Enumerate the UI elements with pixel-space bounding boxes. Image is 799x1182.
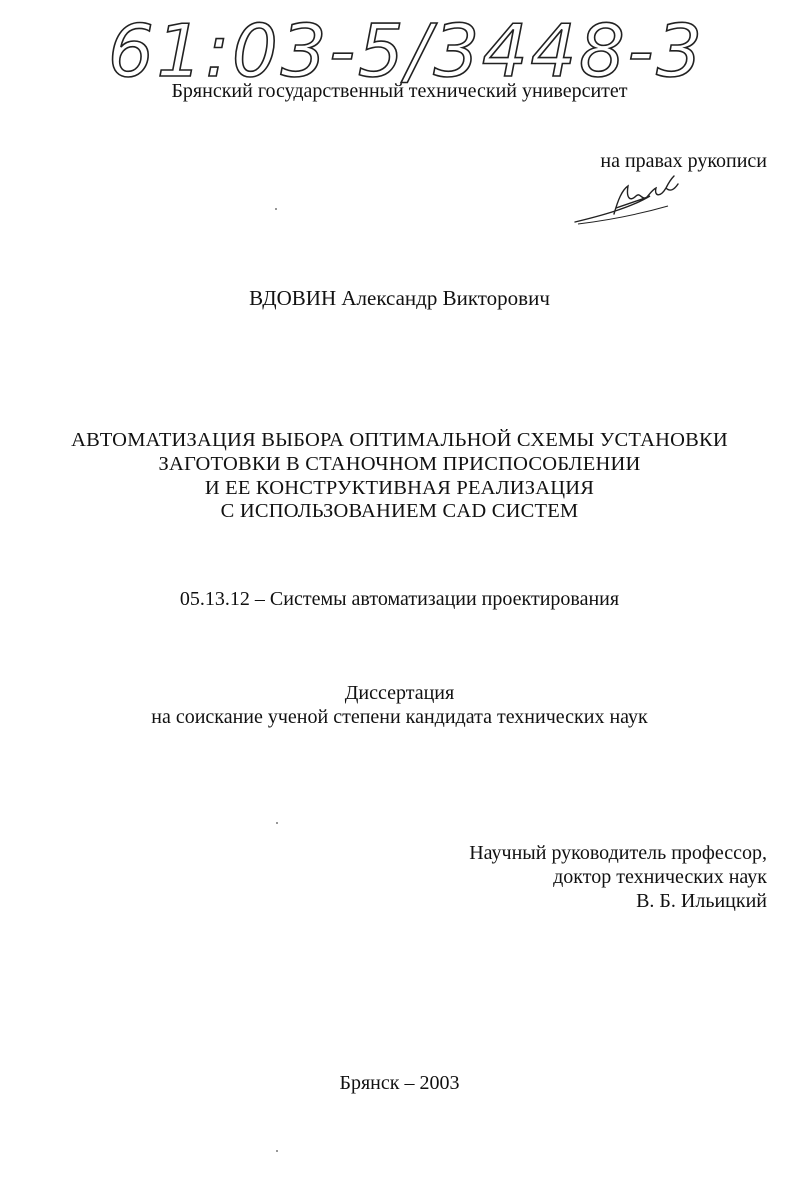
place-year: Брянск – 2003 xyxy=(339,1072,460,1094)
supervisor-degree: доктор технических наук xyxy=(553,866,767,888)
archive-number-text: 61:03-5/3448-3 xyxy=(108,9,708,88)
title-line-1: АВТОМАТИЗАЦИЯ ВЫБОРА ОПТИМАЛЬНОЙ СХЕМЫ УСТАНОВКИ xyxy=(71,429,728,451)
signature-icon xyxy=(570,170,690,230)
supervisor-name: В. Б. Ильицкий xyxy=(636,890,767,912)
university-name: Брянский государственный технический университет xyxy=(171,80,628,102)
supervisor-title: Научный руководитель профессор, xyxy=(469,842,767,864)
degree-line: на соискание ученой степени кандидата технических наук xyxy=(151,706,648,728)
scan-speck xyxy=(275,208,277,210)
specialty-code: 05.13.12 – Системы автоматизации проектирования xyxy=(179,588,620,610)
author-name: ВДОВИН Александр Викторович xyxy=(249,286,550,310)
scan-speck xyxy=(276,822,278,824)
title-line-3: И ЕЕ КОНСТРУКТИВНАЯ РЕАЛИЗАЦИЯ xyxy=(204,477,595,499)
scan-speck xyxy=(276,1150,278,1152)
title-line-2: ЗАГОТОВКИ В СТАНОЧНОМ ПРИСПОСОБЛЕНИИ xyxy=(158,453,641,475)
title-line-4: С ИСПОЛЬЗОВАНИЕМ CAD СИСТЕМ xyxy=(220,500,579,522)
dissertation-label: Диссертация xyxy=(344,682,455,704)
manuscript-note: на правах рукописи xyxy=(600,150,767,172)
handwritten-archive-number xyxy=(100,8,720,88)
